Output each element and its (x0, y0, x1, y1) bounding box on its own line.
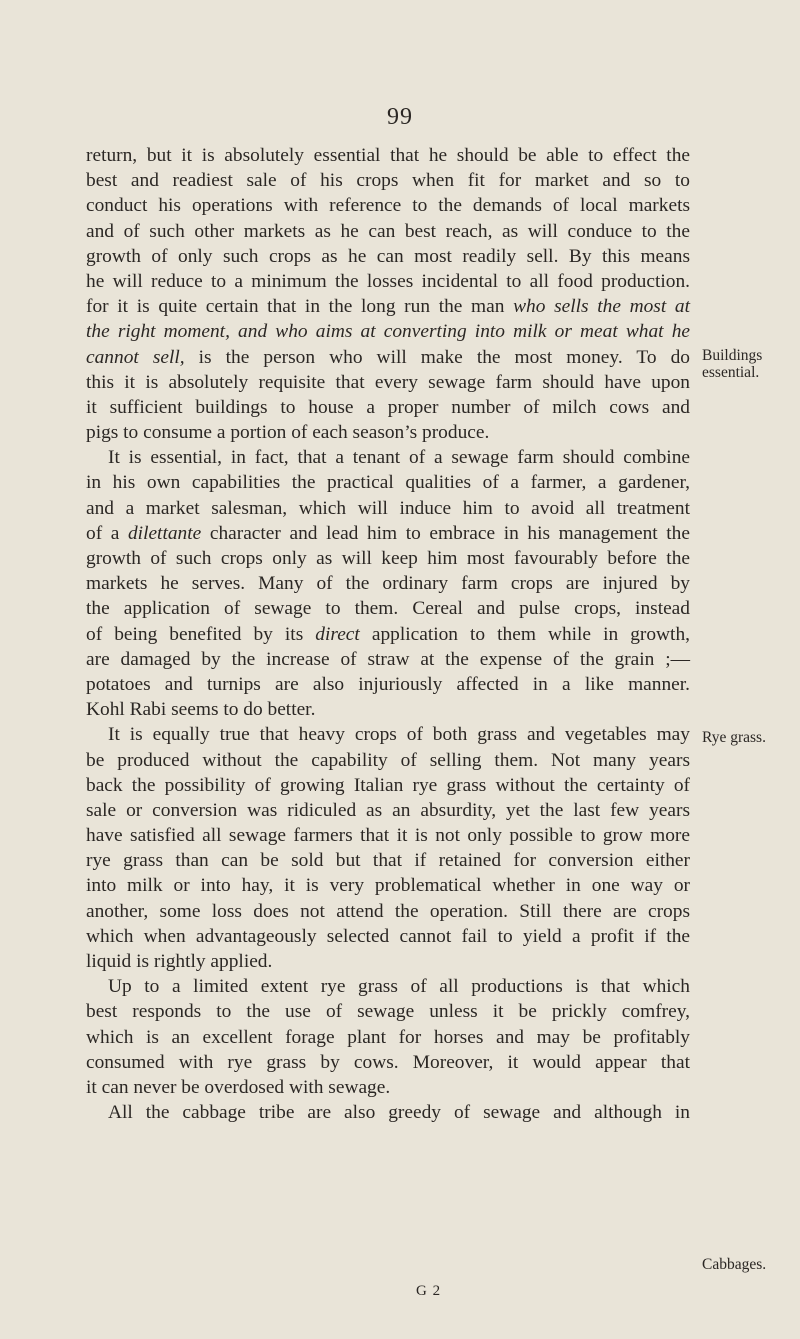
text-line: it can never be overdosed with sewage. (86, 1076, 391, 1098)
signature-mark: G 2 (416, 1283, 442, 1299)
text-line: sale or conversion was ridiculed as an absurdity, yet the last few years (86, 799, 690, 821)
text-line: It is essential, in fact, that a tenant of a sewage farm should combine (108, 447, 690, 469)
text-line: back the possibility of growing Italian rye grass without the certainty of (86, 774, 690, 796)
text-line: best and readiest sale of his crops when fit for market and so to (86, 170, 690, 192)
text-line: best responds to the use of sewage unless it be prickly comfrey, (86, 1001, 690, 1023)
text-line: growth of only such crops as he can most readily sell. By this means (86, 245, 690, 267)
page-number: 99 (387, 104, 413, 130)
text-line: cannot sell, is the person who will make the most money. To do (86, 346, 690, 368)
text-line: markets he serves. Many of the ordinary farm crops are injured by (86, 573, 690, 595)
text-line: it sufficient buildings to house a proper number of milch cows and (86, 396, 690, 418)
text-line: the right moment, and who aims at converting into milk or meat what he (86, 321, 690, 343)
margin-note-buildings: Buildings essential. (702, 347, 763, 381)
text-line: which when advantageously selected cannot fail to yield a profit if the (86, 925, 690, 947)
text-line: rye grass than can be sold but that if retained for conversion either (86, 850, 690, 872)
text-line: are damaged by the increase of straw at the expense of the grain ;— (86, 648, 690, 670)
text-line: All the cabbage tribe are also greedy of sewage and although in (108, 1102, 690, 1124)
text-line: into milk or into hay, it is very problematical whether in one way or (86, 875, 690, 897)
text-line: be produced without the capability of selling them. Not many years (86, 749, 690, 771)
margin-note-rye-grass: Rye grass. (702, 729, 766, 746)
text-line: potatoes and turnips are also injuriously affected in a like manner. (86, 673, 690, 695)
text-line: growth of such crops only as will keep him most favourably before the (86, 548, 690, 569)
text-line: another, some loss does not attend the operation. Still there are crops (86, 900, 690, 922)
body-text (86, 143, 690, 1125)
text-line: this it is absolutely requisite that every sewage farm should have upon (86, 371, 690, 393)
text-line: and of such other markets as he can best reach, as will conduce to the (86, 220, 690, 242)
margin-note-cabbages: Cabbages. (702, 1256, 767, 1273)
text-line: and a market salesman, which will induce him to avoid all treatment (86, 497, 690, 519)
text-line: the application of sewage to them. Cereal and pulse crops, instead (86, 598, 690, 620)
text-line: which is an excellent forage plant for horses and may be profitably (86, 1026, 690, 1048)
text-line: return, but it is absolutely essential that he should be able to effect the (86, 145, 690, 166)
text-line: It is equally true that heavy crops of both grass and vegetables may (108, 724, 690, 746)
text-line: in his own capabilities the practical qualities of a farmer, a gardener, (86, 472, 690, 494)
text-line: Up to a limited extent rye grass of all productions is that which (108, 976, 690, 998)
text-line: of being benefited by its direct application to them while in growth, (86, 623, 690, 645)
text-line: liquid is rightly applied. (86, 951, 273, 972)
text-line: he will reduce to a minimum the losses incidental to all food production. (86, 270, 690, 292)
text-line: of a dilettante character and lead him to embrace in his management the (86, 522, 690, 544)
text-line: Kohl Rabi seems to do better. (86, 699, 316, 721)
text-line: pigs to consume a portion of each season’s produce. (86, 422, 490, 444)
text-line: conduct his operations with reference to the demands of local markets (86, 195, 690, 217)
text-line: for it is quite certain that in the long run the man who sells the most at (86, 296, 690, 318)
text-line: consumed with rye grass by cows. Moreover, it would appear that (86, 1051, 690, 1073)
text-line: have satisfied all sewage farmers that it is not only possible to grow more (86, 825, 690, 847)
